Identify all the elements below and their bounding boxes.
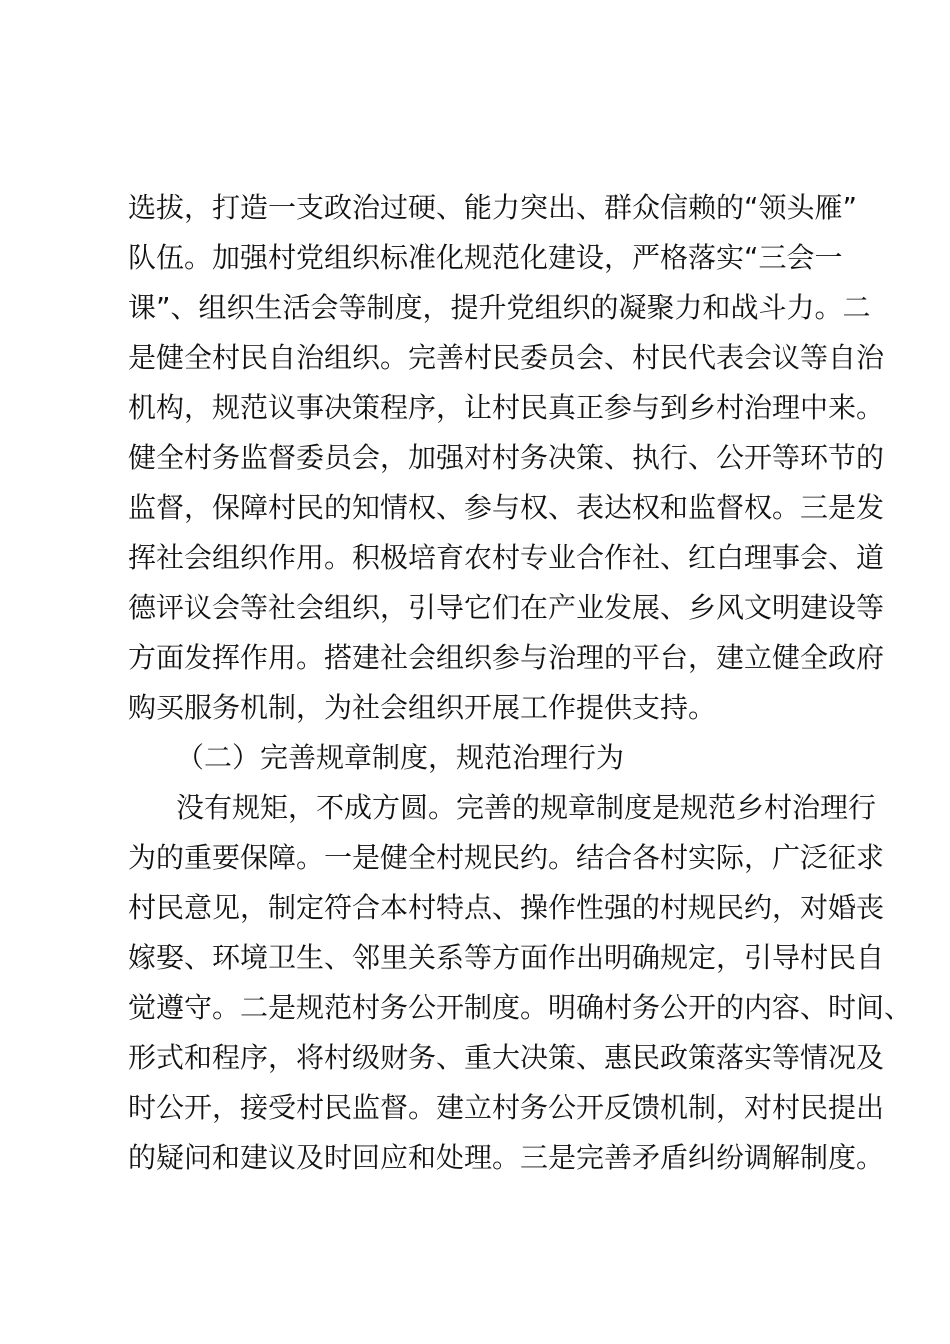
text-line: 为的重要保障。一是健全村规民约。结合各村实际，广泛征求	[128, 841, 885, 874]
text-line: 德评议会等社会组织，引导它们在产业发展、乡风文明建设等	[128, 591, 885, 624]
text-line: 形式和程序，将村级财务、重大决策、惠民政策落实等情况及	[128, 1041, 885, 1074]
text-line: 健全村务监督委员会，加强对村务决策、执行、公开等环节的	[128, 441, 885, 474]
text-line: 的疑问和建议及时回应和处理。三是完善矛盾纠纷调解制度。	[128, 1141, 885, 1174]
text-line: 没有规矩，不成方圆。完善的规章制度是规范乡村治理行	[176, 791, 877, 824]
section-heading: （二）完善规章制度，规范治理行为	[176, 741, 625, 774]
text-line: 时公开，接受村民监督。建立村务公开反馈机制，对村民提出	[128, 1091, 885, 1124]
text-line: 觉遵守。二是规范村务公开制度。明确村务公开的内容、时间、	[128, 991, 913, 1024]
text-line: 村民意见，制定符合本村特点、操作性强的村规民约，对婚丧	[128, 891, 885, 924]
body-text	[128, 183, 913, 1183]
text-line: 课”、组织生活会等制度，提升党组织的凝聚力和战斗力。二	[128, 291, 871, 324]
text-line: 监督，保障村民的知情权、参与权、表达权和监督权。三是发	[128, 491, 885, 524]
text-line: 挥社会组织作用。积极培育农村专业合作社、红白理事会、道	[128, 541, 885, 574]
text-line: 机构，规范议事决策程序，让村民真正参与到乡村治理中来。	[128, 391, 885, 424]
text-line: 是健全村民自治组织。完善村民委员会、村民代表会议等自治	[128, 341, 885, 374]
text-line: 选拔，打造一支政治过硬、能力突出、群众信赖的“领头雁”	[128, 191, 858, 224]
text-line: 嫁娶、环境卫生、邻里关系等方面作出明确规定，引导村民自	[128, 941, 885, 974]
text-line: 购买服务机制，为社会组织开展工作提供支持。	[128, 691, 717, 724]
text-line: 方面发挥作用。搭建社会组织参与治理的平台，建立健全政府	[128, 641, 885, 674]
text-line: 队伍。加强村党组织标准化规范化建设，严格落实“三会一	[128, 241, 843, 274]
